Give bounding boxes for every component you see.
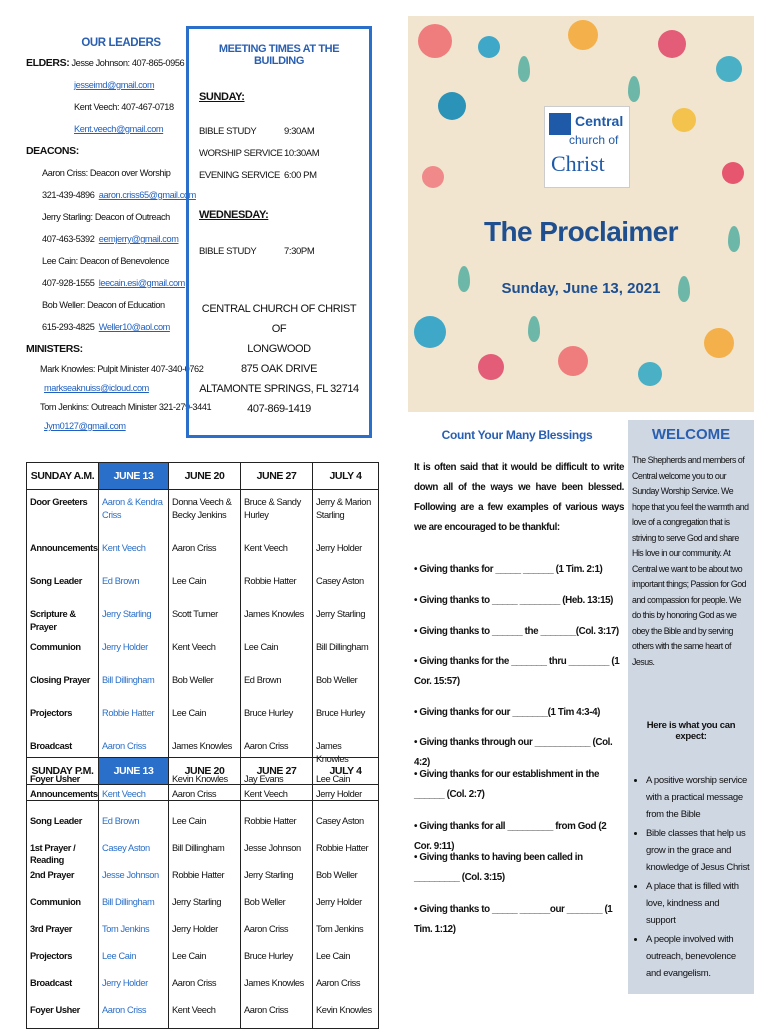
- role-cell: 1st Prayer / Reading: [27, 839, 99, 866]
- role-cell: 3rd Prayer: [27, 920, 99, 947]
- blessing-item: • Giving thanks for the _______ thru ________ (1 Cor. 15:57): [414, 656, 620, 687]
- meeting-times-box: [186, 26, 372, 438]
- table-title: SUNDAY A.M.: [27, 463, 99, 490]
- assignee-cell: Aaron Criss: [169, 536, 241, 569]
- role-cell: Communion: [27, 893, 99, 920]
- assignee-cell: Robbie Hatter: [169, 866, 241, 893]
- elder-line: Jesse Johnson: 407-865-0956: [71, 58, 185, 68]
- table-row: [27, 668, 379, 701]
- role-cell: Projectors: [27, 701, 99, 734]
- assignee-cell: Jerry & Marion Starling: [313, 490, 379, 537]
- assignee-cell: Bill Dillingham: [99, 893, 169, 920]
- table-row: [27, 635, 379, 668]
- assignee-cell: Aaron Criss: [241, 1001, 313, 1029]
- assignee-cell: Lee Cain: [313, 767, 379, 801]
- assignee-cell: Aaron Criss: [169, 974, 241, 1001]
- assignee-cell: Aaron Criss: [241, 734, 313, 767]
- blessing-item: • Giving thanks to ______ the _______(Col. 3:17): [414, 626, 619, 637]
- assignee-cell: Jerry Starling: [241, 866, 313, 893]
- role-cell: Projectors: [27, 947, 99, 974]
- role-cell: Announcements: [27, 536, 99, 569]
- blessings-intro: It is often said that it would be difficult to write down all of the ways we have been blessed. Following are a few examples of various ways we are encouraged to be thankful:: [414, 462, 624, 533]
- role-cell: 2nd Prayer: [27, 866, 99, 893]
- assignee-cell: Aaron & Kendra Criss: [99, 490, 169, 537]
- assignee-cell: Scott Turner: [169, 602, 241, 635]
- blessing-item: • Giving thanks to having been called in _________ (Col. 3:15): [414, 852, 583, 883]
- assignee-cell: Casey Aston: [313, 569, 379, 602]
- newsletter-date: Sunday, June 13, 2021: [501, 280, 661, 297]
- church-logo: [544, 106, 630, 188]
- assignee-cell: Bill Dillingham: [99, 668, 169, 701]
- assignee-cell: Jerry Holder: [169, 920, 241, 947]
- assignee-cell: Aaron Criss: [99, 734, 169, 767]
- elder-email[interactable]: Kent.veech@gmail.com: [74, 124, 164, 134]
- role-cell: Foyer Usher: [27, 1001, 99, 1029]
- assignee-cell: Jerry Holder: [313, 785, 379, 813]
- blessing-item: • Giving thanks for all _________ from God (2 Cor. 9:11): [414, 821, 607, 852]
- logo-mark-icon: [549, 113, 571, 135]
- assignee-cell: Lee Cain: [169, 569, 241, 602]
- assignee-cell: Robbie Hatter: [313, 839, 379, 866]
- assignee-cell: Jerry Holder: [313, 536, 379, 569]
- table-row: [27, 1001, 379, 1029]
- assignee-cell: Tom Jenkins: [99, 920, 169, 947]
- assignee-cell: Lee Cain: [99, 947, 169, 974]
- logo-text: Christ: [551, 151, 605, 176]
- assignee-cell: Bob Weller: [241, 893, 313, 920]
- assignee-cell: Lee Cain: [241, 635, 313, 668]
- list-item: • A positive worship service with a practical message from the Bible: [646, 772, 750, 823]
- table-column-header: JUNE 20: [169, 758, 241, 785]
- expect-heading: Here is what you can expect:: [646, 720, 736, 742]
- table-row: [27, 974, 379, 1001]
- assignee-cell: Bruce Hurley: [313, 701, 379, 734]
- elder-email[interactable]: jesseimd@gmail.com: [74, 80, 155, 90]
- elder-line: Kent Veech: 407-467-0718: [74, 102, 174, 112]
- assignee-cell: Kent Veech: [169, 635, 241, 668]
- assignee-cell: Aaron Criss: [169, 785, 241, 813]
- list-item: • A place that is filled with love, kindness and support: [646, 878, 750, 929]
- assignee-cell: Jerry Starling: [99, 602, 169, 635]
- welcome-text: The Shepherds and members of Central welcome you to our Sunday Worship Service. We hope that you feel the warmth and love of a congregation that is striving to serve God and share His love in our community. At Central we want to be about two important things; Passion for God and compassion for people. We do this by honoring God as we obey the Bible and by serving others with the same heart of Jesus.: [632, 455, 749, 667]
- table-row: [27, 947, 379, 974]
- assignee-cell: Robbie Hatter: [241, 812, 313, 839]
- table-row: [27, 812, 379, 839]
- assignee-cell: Kent Veech: [241, 536, 313, 569]
- list-item: • Bible classes that help us grow in the grace and knowledge of Jesus Christ: [646, 825, 750, 876]
- assignee-cell: Lee Cain: [169, 812, 241, 839]
- deacons-label: DEACONS:: [26, 145, 79, 157]
- blessings-title: Count Your Many Blessings: [441, 428, 593, 442]
- assignee-cell: Jay Evans: [241, 767, 313, 801]
- table-column-header: JUNE 13: [99, 758, 169, 785]
- assignee-cell: Robbie Hatter: [99, 701, 169, 734]
- blessing-item: • Giving thanks through our ___________ (Col. 4:2): [414, 737, 613, 768]
- leaders-heading: OUR LEADERS: [81, 37, 161, 49]
- deacon-phone: 407-463-5392: [42, 234, 95, 244]
- deacon-email[interactable]: Weller10@aol.com: [98, 322, 170, 332]
- table-row: [27, 569, 379, 602]
- assignee-cell: Jerry Holder: [99, 635, 169, 668]
- assignee-cell: Kent Veech: [99, 536, 169, 569]
- table-row: [27, 785, 379, 813]
- deacon-line: Bob Weller: Deacon of Education: [42, 300, 165, 310]
- schedule-row: WORSHIP SERVICE 10:30AM: [199, 148, 320, 159]
- leaders-section: [26, 34, 212, 436]
- assignee-cell: James Knowles: [241, 974, 313, 1001]
- assignee-cell: Jesse Johnson: [99, 866, 169, 893]
- list-item: • A people involved with outreach, benevolence and evangelism.: [646, 931, 750, 982]
- assignee-cell: Kent Veech: [99, 785, 169, 813]
- table-column-header: JULY 4: [313, 758, 379, 785]
- assignee-cell: Kevin Knowles: [313, 1001, 379, 1029]
- ministers-label: MINISTERS:: [26, 343, 83, 355]
- schedule-row: EVENING SERVICE 6:00 PM: [199, 170, 317, 181]
- assignee-cell: Aaron Criss: [99, 1001, 169, 1029]
- cover-image: [408, 16, 754, 412]
- role-cell: Song Leader: [27, 812, 99, 839]
- wednesday-label: WEDNESDAY:: [199, 209, 269, 221]
- blessing-item: • Giving thanks to _____ ______our _______ (1 Tim. 1:12): [414, 904, 613, 935]
- assignee-cell: Ed Brown: [99, 812, 169, 839]
- deacon-email[interactable]: leecain.esi@gmail.com: [98, 278, 185, 288]
- table-row: [27, 893, 379, 920]
- table-column-header: JUNE 27: [241, 463, 313, 490]
- welcome-title: WELCOME: [651, 426, 731, 443]
- assignee-cell: Aaron Criss: [313, 974, 379, 1001]
- assignee-cell: Robbie Hatter: [241, 569, 313, 602]
- deacon-phone: 321-439-4896: [42, 190, 95, 200]
- assignee-cell: Lee Cain: [169, 947, 241, 974]
- church-address: CENTRAL CHURCH OF CHRIST OF LONGWOOD 875 OAK DRIVE ALTAMONTE SPRINGS, FL 32714 407-869-1419: [199, 303, 359, 415]
- assignee-cell: Bob Weller: [313, 668, 379, 701]
- role-cell: Broadcast: [27, 734, 99, 767]
- blessing-item: • Giving thanks to _____ ________ (Heb. 13:15): [414, 595, 614, 606]
- role-cell: Announcements: [27, 785, 99, 813]
- logo-text: Central: [575, 113, 624, 129]
- assignee-cell: Bruce Hurley: [241, 701, 313, 734]
- assignee-cell: James Knowles: [169, 734, 241, 767]
- deacon-email[interactable]: aaron.criss65@gmail.com: [98, 190, 196, 200]
- assignee-cell: Casey Aston: [313, 812, 379, 839]
- sunday-label: SUNDAY:: [199, 91, 245, 103]
- assignee-cell: Bob Weller: [313, 866, 379, 893]
- assignee-cell: Kent Veech: [241, 785, 313, 813]
- assignee-cell: Bill Dillingham: [169, 839, 241, 866]
- assignee-cell: Casey Aston: [99, 839, 169, 866]
- assignee-cell: Jerry Holder: [313, 893, 379, 920]
- role-cell: Communion: [27, 635, 99, 668]
- assignee-cell: Jerry Holder: [99, 974, 169, 1001]
- deacon-line: Lee Cain: Deacon of Benevolence: [42, 256, 170, 266]
- assignee-cell: Jerry Starling: [169, 893, 241, 920]
- sunday-am-table: [26, 462, 379, 801]
- assignee-cell: Lee Cain: [313, 947, 379, 974]
- role-cell: Scripture & Prayer: [27, 602, 99, 635]
- table-title: SUNDAY P.M.: [27, 758, 99, 785]
- sunday-pm-table: [26, 757, 379, 1029]
- assignee-cell: Ed Brown: [241, 668, 313, 701]
- schedule-row: BIBLE STUDY 7:30PM: [199, 246, 315, 257]
- welcome-panel: [628, 420, 754, 994]
- table-column-header: JUNE 13: [99, 463, 169, 490]
- table-row: [27, 701, 379, 734]
- role-cell: Broadcast: [27, 974, 99, 1001]
- table-row: [27, 920, 379, 947]
- table-row: [27, 602, 379, 635]
- deacon-line: Aaron Criss: Deacon over Worship: [42, 168, 171, 178]
- assignee-cell: Kevin Knowles: [169, 767, 241, 801]
- deacon-phone: 407-928-1555: [42, 278, 95, 288]
- role-cell: Song Leader: [27, 569, 99, 602]
- blessing-item: • Giving thanks for our _______(1 Tim 4:3-4): [414, 707, 601, 718]
- assignee-cell: Jesse Johnson: [241, 839, 313, 866]
- table-row: [27, 839, 379, 866]
- assignee-cell: Ed Brown: [99, 569, 169, 602]
- blessing-item: • Giving thanks for our establishment in the ______ (Col. 2:7): [414, 769, 600, 800]
- table-row: [27, 536, 379, 569]
- role-cell: Closing Prayer: [27, 668, 99, 701]
- assignee-cell: Bruce & Sandy Hurley: [241, 490, 313, 537]
- assignee-cell: Bill Dillingham: [313, 635, 379, 668]
- deacon-email[interactable]: eemjerry@gmail.com: [98, 234, 179, 244]
- assignee-cell: Jerry Starling: [313, 602, 379, 635]
- logo-text: church of: [569, 133, 619, 147]
- blessing-item: • Giving thanks for _____ ______ (1 Tim. 2:1): [414, 564, 603, 575]
- assignee-cell: Donna Veech & Becky Jenkins: [169, 490, 241, 537]
- role-cell: Foyer Usher: [27, 767, 99, 801]
- table-column-header: JUNE 20: [169, 463, 241, 490]
- elders-label: ELDERS:: [26, 57, 70, 69]
- minister-email[interactable]: markseaknuiss@icloud.com: [44, 383, 149, 393]
- assignee-cell: Kent Veech: [169, 1001, 241, 1029]
- table-row: [27, 490, 379, 537]
- assignee-cell: Tom Jenkins: [313, 920, 379, 947]
- deacon-phone: 615-293-4825: [42, 322, 95, 332]
- table-row: [27, 866, 379, 893]
- minister-line: Tom Jenkins: Outreach Minister 321-279-3441: [40, 402, 212, 412]
- role-cell: Door Greeters: [27, 490, 99, 537]
- newsletter-title: The Proclaimer: [484, 216, 678, 247]
- table-column-header: JULY 4: [313, 463, 379, 490]
- schedule-row: BIBLE STUDY 9:30AM: [199, 126, 315, 137]
- expect-list: [632, 772, 750, 982]
- assignee-cell: James Knowles: [313, 734, 379, 767]
- assignee-cell: Lee Cain: [169, 701, 241, 734]
- deacon-line: Jerry Starling: Deacon of Outreach: [42, 212, 170, 222]
- table-column-header: JUNE 27: [241, 758, 313, 785]
- assignee-cell: Aaron Criss: [241, 920, 313, 947]
- meeting-title: MEETING TIMES AT THE BUILDING: [218, 43, 340, 67]
- assignee-cell: Bob Weller: [169, 668, 241, 701]
- assignee-cell: Bruce Hurley: [241, 947, 313, 974]
- minister-line: Mark Knowles: Pulpit Minister 407-340-0762: [40, 364, 204, 374]
- assignee-cell: James Knowles: [241, 602, 313, 635]
- minister-email[interactable]: Jym0127@gmail.com: [44, 421, 126, 431]
